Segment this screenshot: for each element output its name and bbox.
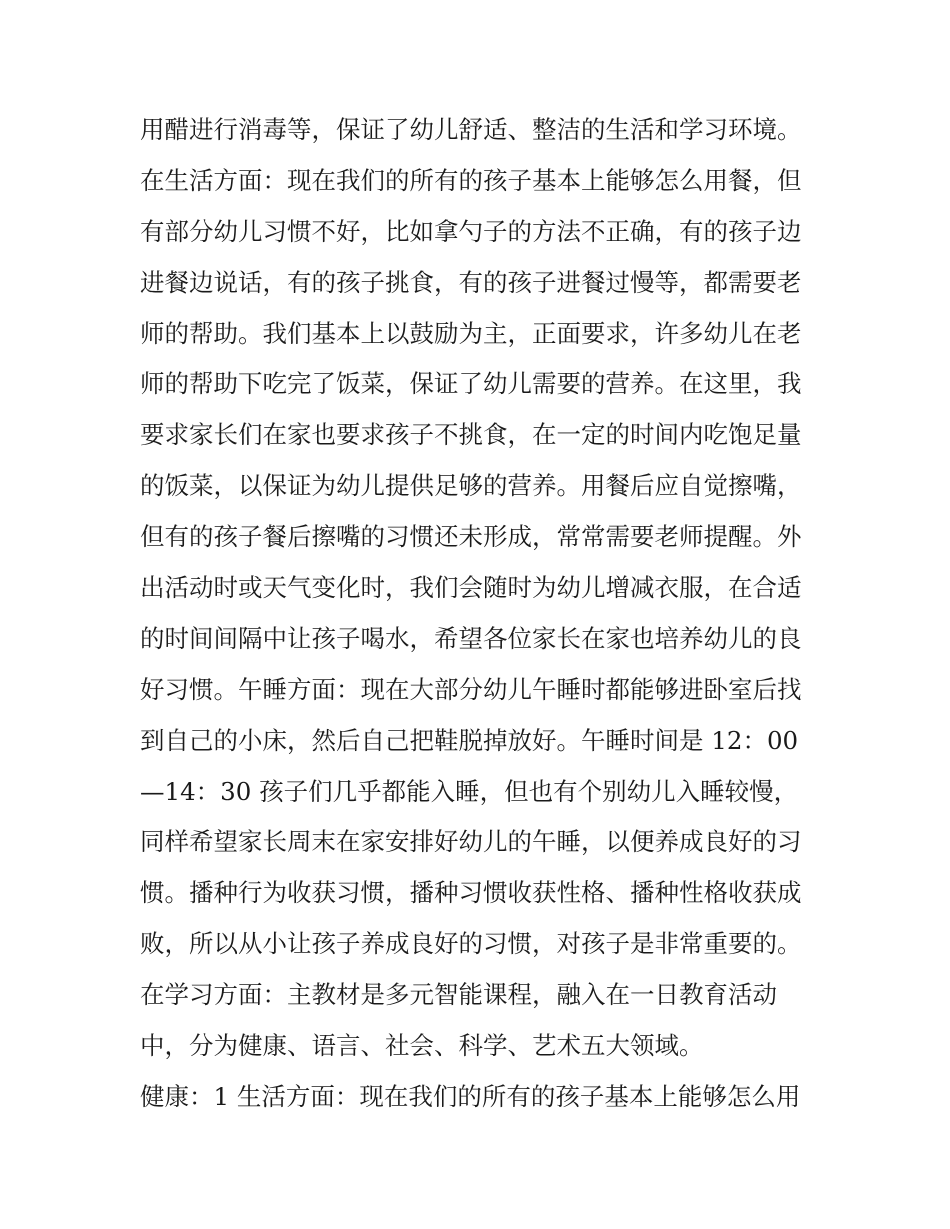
body-text — [140, 105, 820, 1123]
text-line: 好习惯。午睡方面：现在大部分幼儿午睡时都能够进卧室后找 — [140, 674, 802, 704]
text-line: —14：30 孩子们几乎都能入睡，但也有个别幼儿入睡较慢， — [140, 776, 799, 806]
text-line: 健康：1 生活方面：现在我们的所有的孩子基本上能够怎么用 — [140, 1081, 801, 1111]
text-line: 有部分幼儿习惯不好，比如拿勺子的方法不正确，有的孩子边 — [140, 216, 802, 246]
text-line: 但有的孩子餐后擦嘴的习惯还未形成，常常需要老师提醒。外 — [140, 522, 802, 552]
text-line: 在学习方面：主教材是多元智能课程，融入在一日教育活动 — [140, 980, 777, 1010]
text-line: 到自己的小床，然后自己把鞋脱掉放好。午睡时间是 12：00 — [140, 725, 799, 755]
text-line: 要求家长们在家也要求孩子不挑食，在一定的时间内吃饱足量 — [140, 420, 802, 450]
text-line: 惯。播种行为收获习惯，播种习惯收获性格、播种性格收获成 — [140, 878, 802, 908]
text-line: 的时间间隔中让孩子喝水，希望各位家长在家也培养幼儿的良 — [140, 623, 802, 653]
text-line: 进餐边说话，有的孩子挑食，有的孩子进餐过慢等，都需要老 — [140, 267, 802, 297]
text-line: 在生活方面：现在我们的所有的孩子基本上能够怎么用餐，但 — [140, 165, 802, 195]
text-line: 师的帮助。我们基本上以鼓励为主，正面要求，许多幼儿在老 — [140, 318, 802, 348]
text-line: 中，分为健康、语言、社会、科学、艺术五大领域。 — [140, 1031, 704, 1061]
text-line: 出活动时或天气变化时，我们会随时为幼儿增减衣服，在合适 — [140, 573, 802, 603]
text-line: 败，所以从小让孩子养成良好的习惯，对孩子是非常重要的。 — [140, 929, 802, 959]
text-line: 用醋进行消毒等，保证了幼儿舒适、整洁的生活和学习环境。 — [140, 115, 802, 144]
text-line: 同样希望家长周末在家安排好幼儿的午睡，以便养成良好的习 — [140, 827, 802, 857]
text-line: 师的帮助下吃完了饭菜，保证了幼儿需要的营养。在这里，我 — [140, 369, 802, 399]
text-line: 的饭菜，以保证为幼儿提供足够的营养。用餐后应自觉擦嘴， — [140, 471, 802, 501]
